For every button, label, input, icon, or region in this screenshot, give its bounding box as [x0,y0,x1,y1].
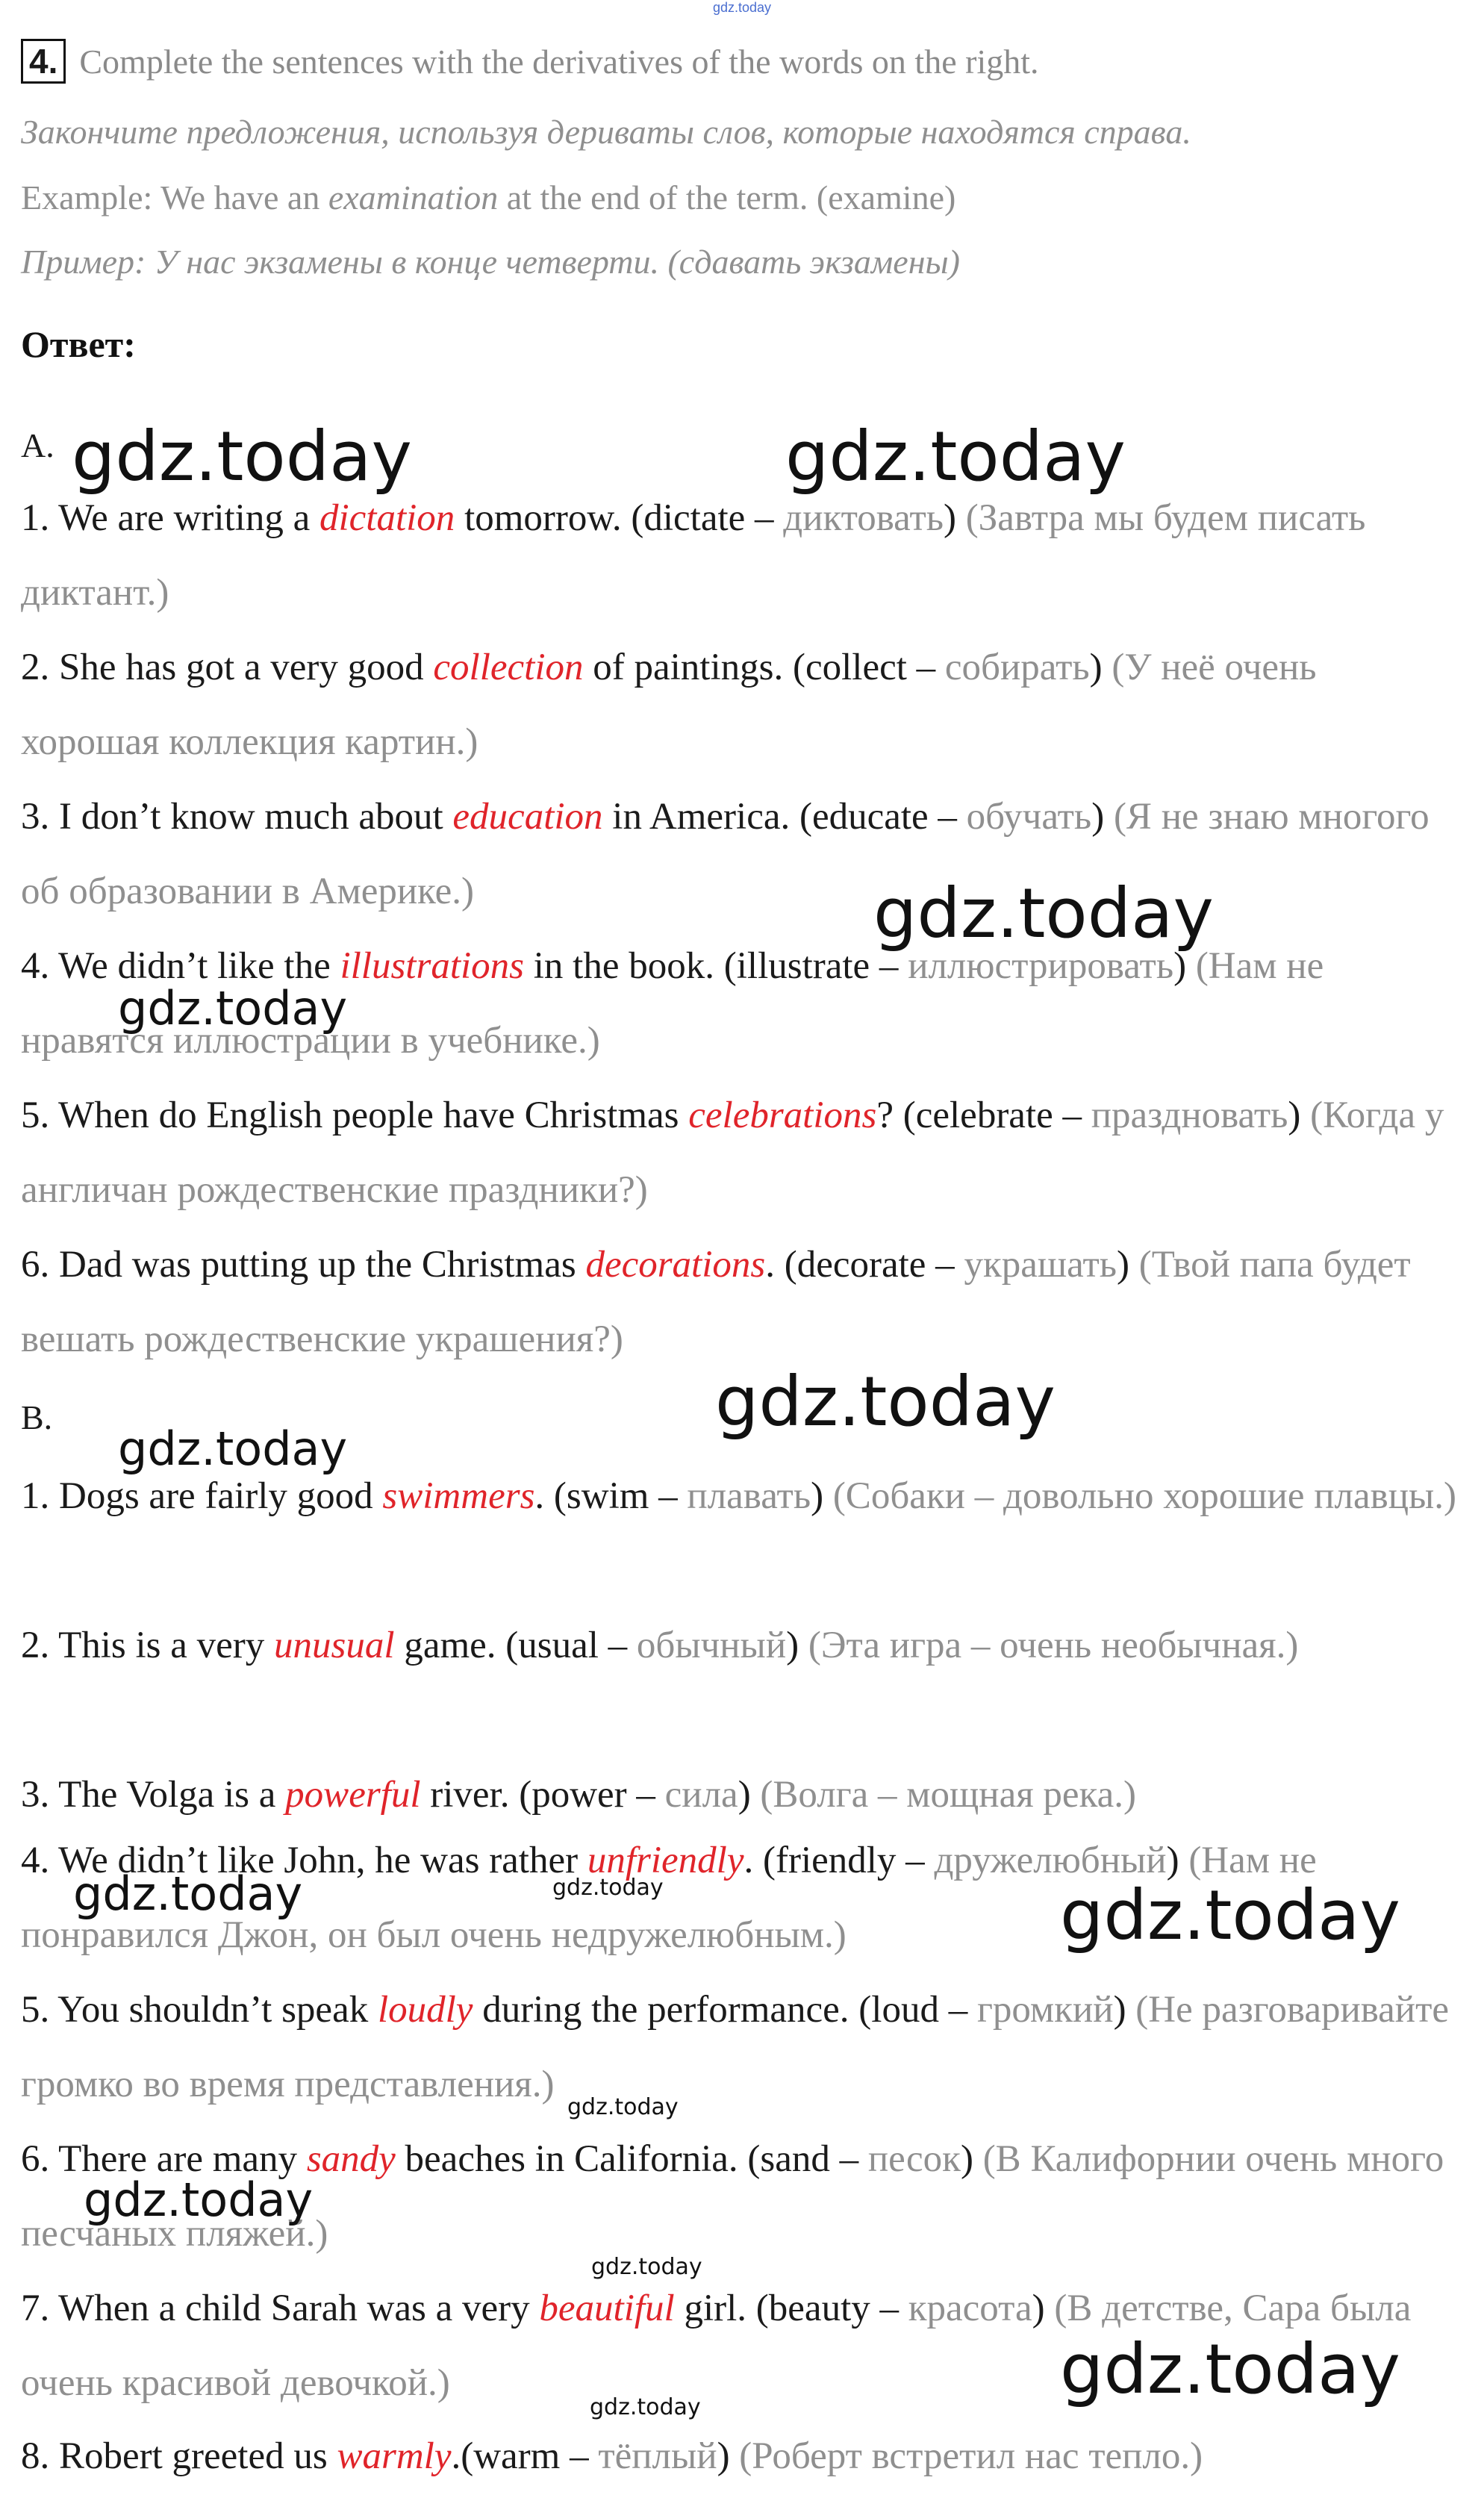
watermark: gdz.today [873,873,1214,953]
answer-word: beautiful [539,2287,675,2329]
answer-word: swimmers [382,1475,535,1517]
exercise-item: 5. You shouldn’t speak loudly during the performance. (loud – громкий) (Не разговаривайте громко во время представления.) [21,1989,1450,2105]
translation: (Нам не нравятся иллюстрации в учебнике.) [21,945,1324,1062]
example-en [21,178,955,217]
watermark: gdz.today [1060,1875,1400,1955]
watermark: gdz.today [73,1866,303,1921]
example-ru: Пример: У нас экзамены в конце четверти. (сдавать экзамены) [21,243,960,281]
answer-word: decorations [585,1244,766,1286]
watermark: gdz.today [590,2394,701,2420]
answer-word: collection [433,647,584,688]
task-heading [21,39,1039,84]
watermark: gdz.today [118,981,348,1035]
watermark: gdz.today [591,2254,702,2280]
translation: (Нам не понравился Джон, он был очень недружелюбным.) [21,1840,1317,1956]
translation: (Роберт встретил нас тепло.) [739,2435,1203,2477]
answer-word: warmly [337,2435,452,2477]
watermark: gdz.today [118,1421,348,1476]
watermark: gdz.today [785,417,1126,496]
translation: (В детстве, Сара была очень красивой девочкой.) [21,2287,1412,2404]
answer-word: unfriendly [587,1840,744,1881]
translation: (Завтра мы будем писать диктант.) [21,497,1366,614]
translation: (Твой папа будет вешать рождественские украшения?) [21,1244,1411,1360]
translation: (Когда у англичан рождественские праздники?) [21,1094,1444,1211]
exercise-item: 6. Dad was putting up the Christmas decorations. (decorate – украшать) (Твой папа будет вешать рождественские украшения?) [21,1244,1411,1360]
section-a-label: A. [21,426,54,464]
exercise-item: 2. She has got a very good collection of paintings. (collect – собирать) (У неё очень хорошая коллекция картин.) [21,647,1317,763]
translation: (Эта игра – очень необычная.) [808,1625,1299,1666]
answer-word: powerful [285,1774,421,1816]
translation: (Собаки – довольно хорошие плавцы.) [832,1475,1456,1517]
answer-word: celebrations [688,1094,877,1136]
answer-word: unusual [274,1625,395,1666]
answer-word: education [452,796,603,838]
exercise-item: 2. This is a very unusual game. (usual – обычный) (Эта игра – очень необычная.) [21,1625,1299,1666]
site-mark: gdz.today [712,0,772,15]
translation: (У неё очень хорошая коллекция картин.) [21,647,1317,763]
exercise-item: 1. Dogs are fairly good swimmers. (swim – плавать) (Собаки – довольно хорошие плавцы.) [21,1475,1456,1517]
translation: (Волга – мощная река.) [760,1774,1136,1816]
answer-word: dictation [319,497,455,539]
exercise-item: 1. We are writing a dictation tomorrow. (dictate – диктовать) (Завтра мы будем писать диктант.) [21,497,1366,614]
instruction-ru: Закончите предложения, используя дериваты слов, которые находятся справа. [21,113,1191,151]
exercise-item: 8. Robert greeted us warmly.(warm – тёплый) (Роберт встретил нас тепло.) [21,2435,1203,2477]
exercise-item: 4. We didn’t like the illustrations in the book. (illustrate – иллюстрировать) (Нам не нравятся иллюстрации в учебнике.) [21,945,1324,1062]
answer-word: sandy [306,2138,396,2180]
watermark: gdz.today [552,1875,664,1901]
exercise-item: 7. When a child Sarah was a very beautiful girl. (beauty – красота) (В детстве, Сара была очень красивой девочкой.) [21,2287,1412,2404]
task-number: 4. [21,39,66,84]
watermark: gdz.today [567,2094,679,2120]
translation: (Я не знаю многого об образовании в Америке.) [21,796,1430,912]
watermark: gdz.today [72,417,412,496]
exercise-item: 4. We didn’t like John, he was rather unfriendly. (friendly – дружелюбный) (Нам не понравился Джон, он был очень недружелюбным.) [21,1840,1317,1956]
watermark: gdz.today [1060,2329,1400,2409]
exercise-item: 3. The Volga is a powerful river. (power – сила) (Волга – мощная река.) [21,1774,1136,1816]
answer-label: Ответ: [21,323,136,365]
watermark: gdz.today [84,2173,314,2227]
example-suffix: at the end of the term. (examine) [498,178,956,217]
exercise-item: 3. I don’t know much about education in America. (educate – обучать) (Я не знаю многого об образовании в Америке.) [21,796,1430,912]
instruction-en: Complete the sentences with the derivatives of the words on the right. [79,42,1039,81]
exercise-item: 6. There are many sandy beaches in California. (sand – песок) (В Калифорнии очень много песчаных пляжей.) [21,2138,1444,2255]
watermark: gdz.today [715,1362,1056,1442]
translation: (В Калифорнии очень много песчаных пляжей.) [21,2138,1444,2255]
translation: (Не разговаривайте громко во время представления.) [21,1989,1450,2105]
example-word: examination [328,178,499,217]
example-prefix: Example: We have an [21,178,328,217]
section-b-label: B. [21,1398,53,1436]
exercise-item: 5. When do English people have Christmas celebrations? (celebrate – праздновать) (Когда у англичан рождественские праздники?) [21,1094,1444,1211]
answer-word: loudly [377,1989,473,2031]
answer-word: illustrations [340,945,525,987]
